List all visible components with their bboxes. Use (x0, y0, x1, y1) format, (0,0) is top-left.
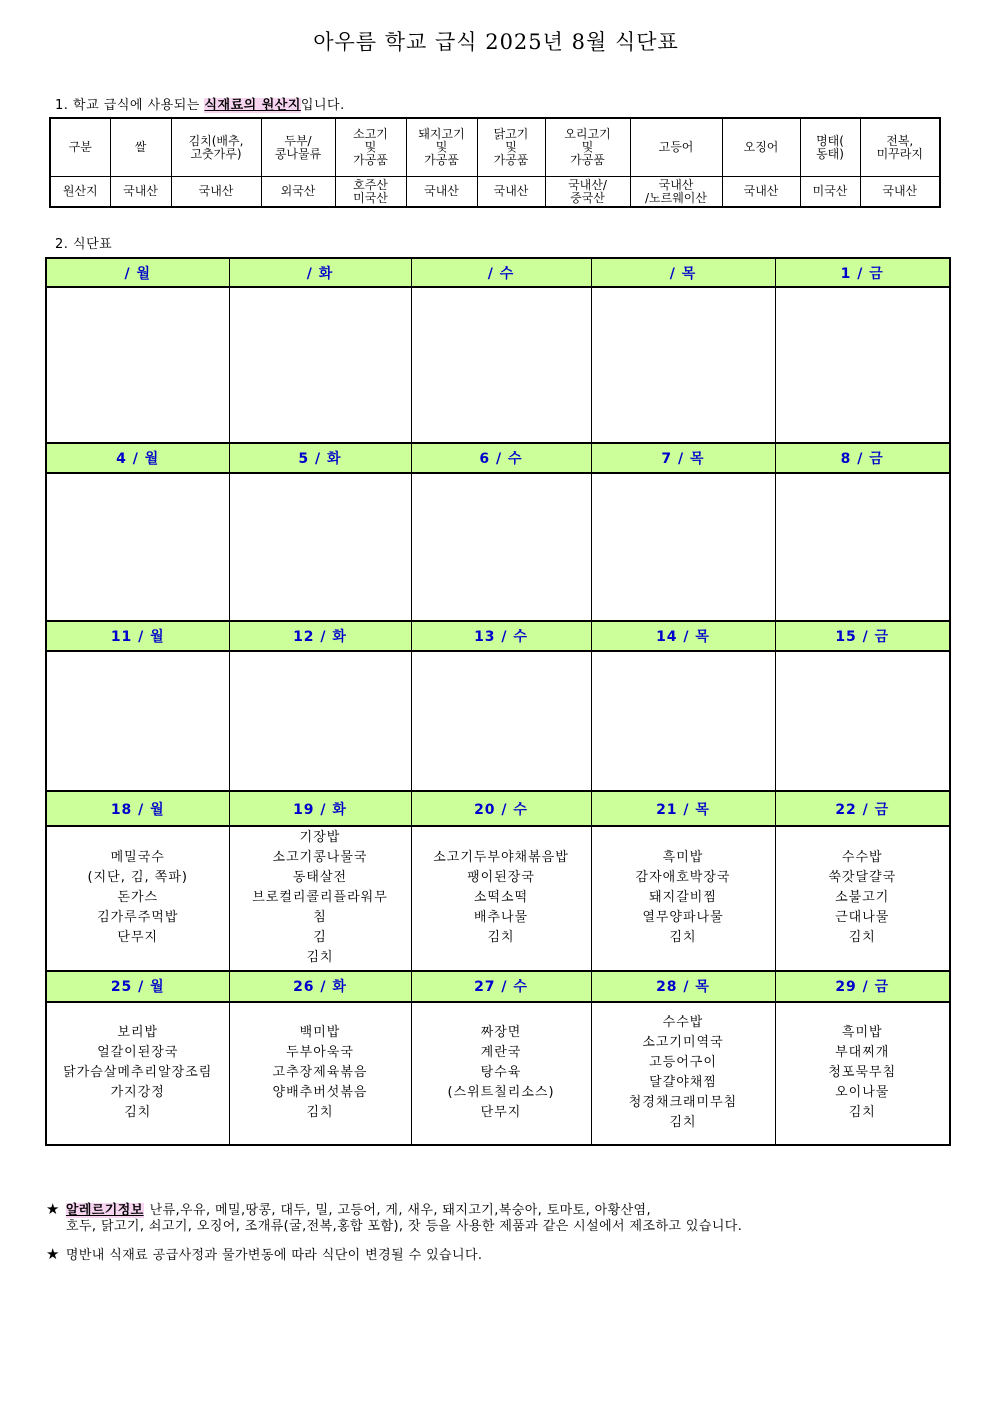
menu-item: 돼지갈비찜 (649, 890, 717, 906)
menu-cell (775, 651, 950, 791)
origin-value-5: 국내산 (406, 177, 477, 207)
day-header: 4 / 월 (46, 443, 229, 473)
menu-item: 김치 (306, 950, 334, 966)
menu-cell (46, 651, 229, 791)
day-header-row (46, 621, 950, 651)
day-header: 18 / 월 (46, 791, 229, 826)
day-header: 13 / 수 (411, 621, 591, 651)
menu-item: 청경채크래미무침 (628, 1095, 738, 1111)
menu-cell (775, 1002, 950, 1145)
menu-cell (229, 287, 411, 443)
origin-header-10: 명태( 동태) (800, 118, 860, 177)
day-header: 25 / 월 (46, 971, 229, 1002)
allergy-line-1: 난류,우유, 메밀,땅콩, 대두, 밀, 고등어, 게, 새우, 돼지고기,복숭아, 토마토, 아황산염, (149, 1203, 652, 1218)
menu-item: 수수밥 (841, 850, 883, 866)
menu-item: 김치 (669, 1115, 697, 1131)
origin-value-9: 국내산 (722, 177, 800, 207)
origin-value-11: 국내산 (860, 177, 940, 207)
menu-item: 오이나물 (835, 1085, 890, 1101)
origin-header-row (50, 118, 940, 177)
menu-item: 메밀국수 (110, 850, 165, 866)
menu-item: 김치 (848, 930, 876, 946)
day-header: 15 / 금 (775, 621, 950, 651)
menu-item: 김 (313, 930, 327, 946)
menu-item: (지단, 김, 쪽파) (87, 870, 188, 886)
section-origin-highlight: 식재료의 원산지 (204, 98, 301, 113)
day-header: 6 / 수 (411, 443, 591, 473)
day-header: / 목 (591, 258, 775, 287)
menu-cell (229, 473, 411, 620)
origin-value-row (50, 177, 940, 207)
origin-header-9: 오징어 (722, 118, 800, 177)
change-note (46, 1246, 482, 1264)
origin-header-0: 구분 (50, 118, 110, 177)
page-title: 아우름 학교 급식 2025년 8월 식단표 (313, 30, 679, 54)
menu-cell (411, 651, 591, 791)
origin-value-8: 국내산 /노르웨이산 (630, 177, 722, 207)
menu-cell (775, 473, 950, 620)
menu-cell (46, 287, 229, 443)
day-header: 21 / 목 (591, 791, 775, 826)
menu-cell (775, 287, 950, 443)
menu-cell (591, 473, 775, 620)
origin-value-2: 국내산 (171, 177, 261, 207)
day-header: 14 / 목 (591, 621, 775, 651)
menu-item: 흑미밥 (662, 850, 704, 866)
menu-item: 단무지 (117, 930, 159, 946)
menu-item: 달걀야채찜 (649, 1075, 717, 1091)
origin-header-6: 닭고기 및 가공품 (477, 118, 545, 177)
menu-cell (591, 651, 775, 791)
origin-header-2: 김치(배추, 고춧가루) (171, 118, 261, 177)
day-header-row (46, 443, 950, 473)
menu-row (46, 1002, 950, 1145)
menu-cell (46, 826, 229, 970)
menu-cell (411, 1002, 591, 1145)
menu-row (46, 651, 950, 791)
day-header: 1 / 금 (775, 258, 950, 287)
menu-row (46, 473, 950, 620)
menu-cell (411, 473, 591, 620)
menu-item: 수수밥 (662, 1015, 704, 1031)
menu-item: 소고기콩나물국 (272, 850, 368, 866)
menu-cell (591, 1002, 775, 1145)
day-header: 7 / 목 (591, 443, 775, 473)
menu-item: 근대나물 (835, 910, 890, 926)
day-header-row (46, 791, 950, 826)
origin-value-6: 국내산 (477, 177, 545, 207)
day-header: 19 / 화 (229, 791, 411, 826)
day-header: 8 / 금 (775, 443, 950, 473)
change-note-text: 명반내 식재료 공급사정과 물가변동에 따라 식단이 변경될 수 있습니다. (65, 1248, 483, 1263)
menu-item: 열무양파나물 (642, 910, 724, 926)
menu-cell (591, 826, 775, 970)
origin-header-8: 고등어 (630, 118, 722, 177)
origin-value-4: 호주산 미국산 (335, 177, 406, 207)
day-header: / 화 (229, 258, 411, 287)
menu-row (46, 287, 950, 443)
section-origin-prefix: 1. 학교 급식에 사용되는 (55, 98, 205, 113)
menu-item: 김가루주먹밥 (97, 910, 179, 926)
menu-item: 감자애호박장국 (635, 870, 731, 886)
menu-cell (229, 651, 411, 791)
menu-item: 흑미밥 (841, 1025, 883, 1041)
star-icon: ★ (46, 1245, 60, 1263)
menu-cell (46, 473, 229, 620)
allergy-note (46, 1201, 742, 1235)
menu-cell (229, 1002, 411, 1145)
menu-item: 단무지 (480, 1105, 522, 1121)
menu-cell (775, 826, 950, 970)
menu-item: 가지강정 (110, 1085, 165, 1101)
day-header: 12 / 화 (229, 621, 411, 651)
menu-cell (229, 826, 411, 970)
menu-item: 탕수육 (480, 1065, 522, 1081)
origin-value-1: 국내산 (110, 177, 171, 207)
origin-header-4: 소고기 및 가공품 (335, 118, 406, 177)
menu-item: 팽이된장국 (467, 870, 535, 886)
menu-item: 보리밥 (117, 1025, 159, 1041)
section-origin-suffix: 입니다. (300, 98, 345, 113)
allergy-title: 알레르기정보 (65, 1203, 144, 1218)
day-header: / 월 (46, 258, 229, 287)
day-header: 29 / 금 (775, 971, 950, 1002)
menu-item: 양배추버섯볶음 (272, 1085, 368, 1101)
day-header-row (46, 971, 950, 1002)
menu-cell (591, 287, 775, 443)
menu-item: 동태살전 (292, 870, 348, 886)
menu-item: 고등어구이 (649, 1055, 717, 1071)
origin-value-0: 원산지 (50, 177, 110, 207)
menu-item: 고추장제육볶음 (272, 1065, 368, 1081)
menu-item: 침 (313, 910, 327, 926)
menu-item: 얼갈이된장국 (97, 1045, 179, 1061)
day-header: 26 / 화 (229, 971, 411, 1002)
menu-item: 닭가슴살메추리알장조림 (63, 1065, 213, 1081)
day-header: 11 / 월 (46, 621, 229, 651)
menu-table (45, 257, 951, 1146)
origin-header-7: 오리고기 및 가공품 (545, 118, 630, 177)
menu-item: 김치 (669, 930, 697, 946)
star-icon: ★ (46, 1200, 60, 1218)
menu-item: 쑥갓달걀국 (828, 870, 897, 886)
menu-item: (스위트칠리소스) (447, 1085, 555, 1101)
menu-item: 소불고기 (835, 890, 890, 906)
menu-item: 두부아욱국 (286, 1045, 354, 1061)
menu-item: 소고기두부야채볶음밥 (433, 850, 569, 866)
menu-item: 기장밥 (299, 830, 341, 846)
day-header: 5 / 화 (229, 443, 411, 473)
menu-item: 김치 (848, 1105, 876, 1121)
menu-item: 김치 (306, 1105, 334, 1121)
menu-cell (411, 287, 591, 443)
menu-cell (411, 826, 591, 970)
menu-item: 소고기미역국 (642, 1035, 724, 1051)
origin-header-5: 돼지고기 및 가공품 (406, 118, 477, 177)
day-header: 27 / 수 (411, 971, 591, 1002)
origin-header-1: 쌀 (110, 118, 171, 177)
section-origin-heading (55, 94, 345, 113)
day-header: 28 / 목 (591, 971, 775, 1002)
origin-value-7: 국내산/ 중국산 (545, 177, 630, 207)
menu-item: 백미밥 (299, 1025, 341, 1041)
menu-item: 계란국 (480, 1045, 522, 1061)
menu-cell (46, 1002, 229, 1145)
origin-table (49, 117, 941, 208)
day-header: 22 / 금 (775, 791, 950, 826)
menu-item: 짜장면 (480, 1025, 522, 1041)
allergy-line-2: 호두, 닭고기, 쇠고기, 오징어, 조개류(굴,전복,홍합 포함), 잣 등을 사용한 제품과 같은 시설에서 제조하고 있습니다. (66, 1219, 743, 1234)
menu-item: 부대찌개 (835, 1045, 890, 1061)
menu-item: 청포묵무침 (828, 1065, 897, 1081)
menu-item: 배추나물 (473, 910, 529, 926)
origin-header-11: 전복, 미꾸라지 (860, 118, 940, 177)
menu-item: 김치 (487, 930, 515, 946)
menu-item: 돈가스 (117, 890, 159, 906)
origin-value-3: 외국산 (261, 177, 335, 207)
section-menu-heading: 2. 식단표 (55, 237, 113, 252)
menu-item: 소떡소떡 (473, 890, 529, 906)
origin-value-10: 미국산 (800, 177, 860, 207)
menu-row (46, 826, 950, 970)
day-header-row (46, 258, 950, 287)
menu-item: 브로컬리콜리플라워무 (252, 890, 388, 906)
menu-item: 김치 (124, 1105, 152, 1121)
day-header: 20 / 수 (411, 791, 591, 826)
origin-header-3: 두부/ 콩나물류 (261, 118, 335, 177)
day-header: / 수 (411, 258, 591, 287)
